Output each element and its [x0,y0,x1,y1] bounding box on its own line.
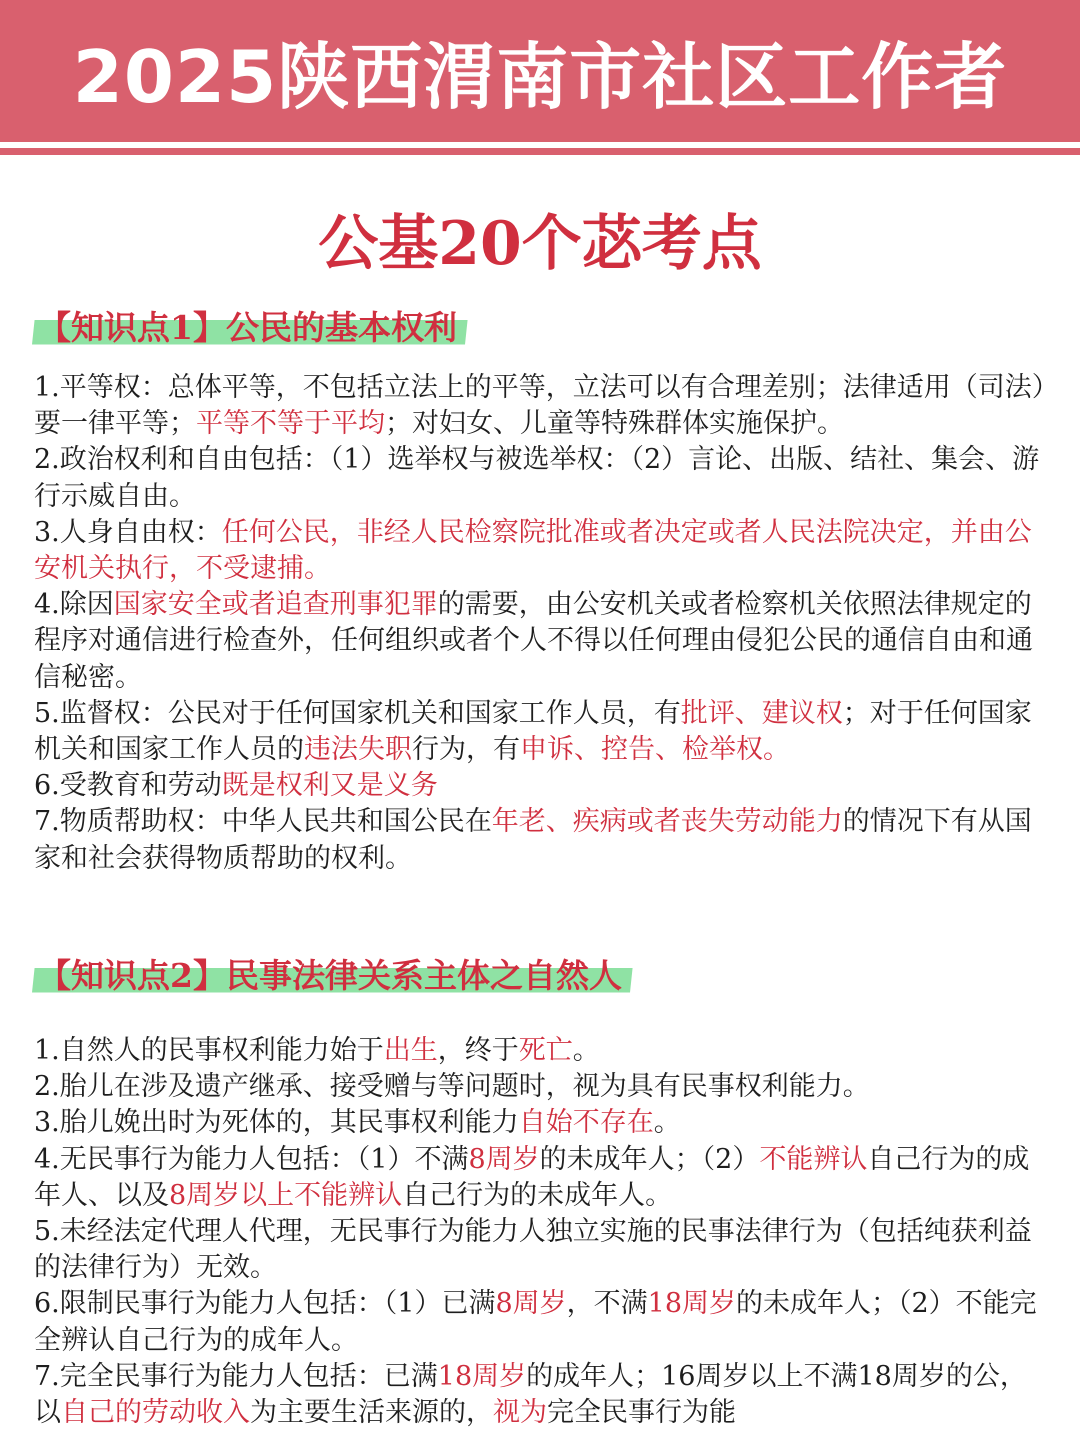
item-text: 为主要生活来源的， [250,1397,493,1429]
emphasis-text: 18周岁 [437,1360,527,1392]
section-heading-1 [32,302,470,349]
item-text: 。 [572,1035,600,1066]
item-text: 自己行为的未成年人。 [402,1179,673,1211]
item-text: 6.受教育和劳动 [34,770,222,802]
item-text: 5.监督权：公民对于任何国家机关和国家工作人员，有 [34,697,681,729]
list-item [34,1286,1046,1358]
section-body-1 [34,370,1046,877]
item-text: 3.胎儿娩出时为死体的，其民事权利能力 [34,1107,519,1139]
list-item [34,1069,1046,1105]
emphasis-text: 批评、建议权 [680,697,843,729]
list-item [34,1142,1046,1214]
list-item [34,1033,1046,1069]
page-title: 2025陕西渭南市社区工作者 [72,35,1008,119]
item-text: 5.未经法定代理人代理，无民事行为能力人独立实施的民事法律行为（包括纯获利益的法律行为）无效。 [34,1216,1032,1284]
list-item [34,696,1046,768]
section-heading-2-text: 【知识点2】民事法律关系主体之自然人 [38,956,622,995]
section-heading-2 [32,950,635,997]
item-text: 2.政治权利和自由包括：（1）选举权与被选举权：（2）言论、出版、结社、集会、游行示威自由。 [34,444,1040,512]
emphasis-text: 违法失职 [304,734,412,766]
title-banner [0,0,1080,142]
item-text: 3.人身自由权： [34,516,222,548]
item-text: 的情况下有从国家和社会获得物质帮助的权利。 [34,806,1032,874]
emphasis-text: 8周岁 [495,1288,567,1320]
emphasis-text: 国家安全或者追查刑事犯罪 [113,589,438,621]
emphasis-text: 任何公民，非经人民检察院批准或者决定或者人民法院决定，并由公安机关执行，不受逮捕。 [34,516,1032,585]
emphasis-text: 不能辨认 [759,1143,868,1175]
item-text: 4.无民事行为能力人包括：（1）不满 [34,1143,469,1175]
emphasis-text: 18周岁 [647,1288,736,1320]
item-text: 6.限制民事行为能力人包括：（1）已满 [34,1288,496,1320]
list-item [34,587,1046,696]
emphasis-text: 自己的劳动收入 [61,1397,250,1429]
item-text: 自己行为的成年人、以及 [34,1143,1030,1211]
emphasis-text: 视为 [493,1397,547,1429]
item-text: 7.物质帮助权：中华人民共和国公民在 [34,806,492,838]
emphasis-text: 死亡 [518,1035,573,1066]
item-text: 1.自然人的民事权利能力始于 [34,1035,384,1066]
emphasis-text: 年老、疾病或者丧失劳动能力 [491,806,843,838]
item-text: 行为，有 [412,734,520,766]
emphasis-text: 自始不存在 [518,1107,654,1139]
item-text: 的需要，由公安机关或者检察机关依照法律规定的程序对通信进行检查外，任何组织或者个人不得以任何理由侵犯公民的通信自由和通信秘密。 [34,589,1033,693]
emphasis-text: 8周岁以上不能辨认 [169,1179,403,1211]
list-item [34,804,1046,876]
banner-divider [0,148,1080,155]
emphasis-text: 出生 [383,1035,438,1066]
section-body-2 [34,1033,1046,1431]
item-text: 。 [653,1107,681,1139]
list-item [34,1359,1046,1431]
list-item [34,1214,1046,1286]
item-text: 完全民事行为能 [547,1397,736,1429]
list-item [34,442,1046,514]
item-text: ；对妇女、儿童等特殊群体实施保护。 [385,408,844,440]
list-item [34,1105,1046,1141]
item-text: 2.胎儿在涉及遗产继承、接受赠与等问题时，视为具有民事权利能力。 [34,1071,870,1103]
list-item [34,768,1046,804]
item-text: 4.除因 [34,589,114,621]
item-text: ，不满 [566,1288,648,1320]
emphasis-text: 既是权利又是义务 [221,770,438,802]
emphasis-text: 8周岁 [468,1143,540,1175]
item-text: ，终于 [437,1035,519,1066]
list-item [34,370,1046,442]
section-heading-1-text: 【知识点1】公民的基本权利 [38,308,457,347]
item-text: 7.完全民事行为能力人包括：已满 [34,1360,438,1392]
item-text: 1.平等权：总体平等，不包括立法上的平等，立法可以有合理差别；法律适用（司法）要一律平等； [34,372,1046,440]
emphasis-text: 平等不等于平均 [196,408,385,440]
item-text: 的未成年人；（2） [539,1143,760,1175]
item-text: ；对于任何国家机关和国家工作人员的 [34,697,1032,766]
item-text: 的未成年人；（2）不能完全辨认自己行为的成年人。 [34,1288,1037,1356]
emphasis-text: 申诉、控告、检举权。 [520,734,790,766]
page-subtitle: 公基20个苾考点 [318,209,762,279]
item-text: 的成年人；16周岁以上不满18周岁的公，以 [34,1360,1027,1429]
list-item [34,515,1046,587]
